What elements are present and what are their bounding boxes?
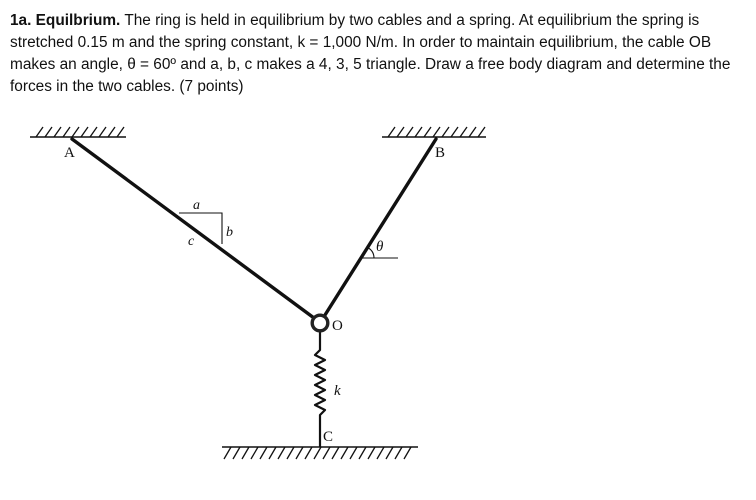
ground-c	[222, 447, 418, 459]
label-side-b: b	[226, 225, 233, 240]
cable-ob	[325, 139, 436, 315]
label-a-point: A	[64, 145, 75, 161]
support-b	[382, 127, 486, 137]
label-theta: θ	[376, 239, 384, 255]
problem-heading: 1a. Equilbrium.	[10, 12, 121, 29]
label-c-point: C	[323, 429, 334, 445]
ring-o	[312, 315, 328, 331]
label-spring-k: k	[334, 383, 341, 399]
label-o-point: O	[332, 318, 343, 334]
support-a	[30, 127, 126, 137]
label-b-point: B	[435, 145, 446, 161]
problem-body: The ring is held in equilibrium by two cables and a spring. At equilibrium the spring is stretched 0.15 m and the spring constant, k = 1,000 N/m. In order to maintain equilibrium, the cable OB makes an angle, θ = 60º and a, b, c makes a 4, 3, 5 triangle. Draw a free body diagram and determine the forces in the two cables. (7 points)	[10, 12, 731, 95]
label-side-a: a	[193, 198, 200, 213]
cable-oa	[72, 139, 314, 318]
label-side-c: c	[188, 234, 195, 249]
slope-triangle	[179, 213, 222, 244]
